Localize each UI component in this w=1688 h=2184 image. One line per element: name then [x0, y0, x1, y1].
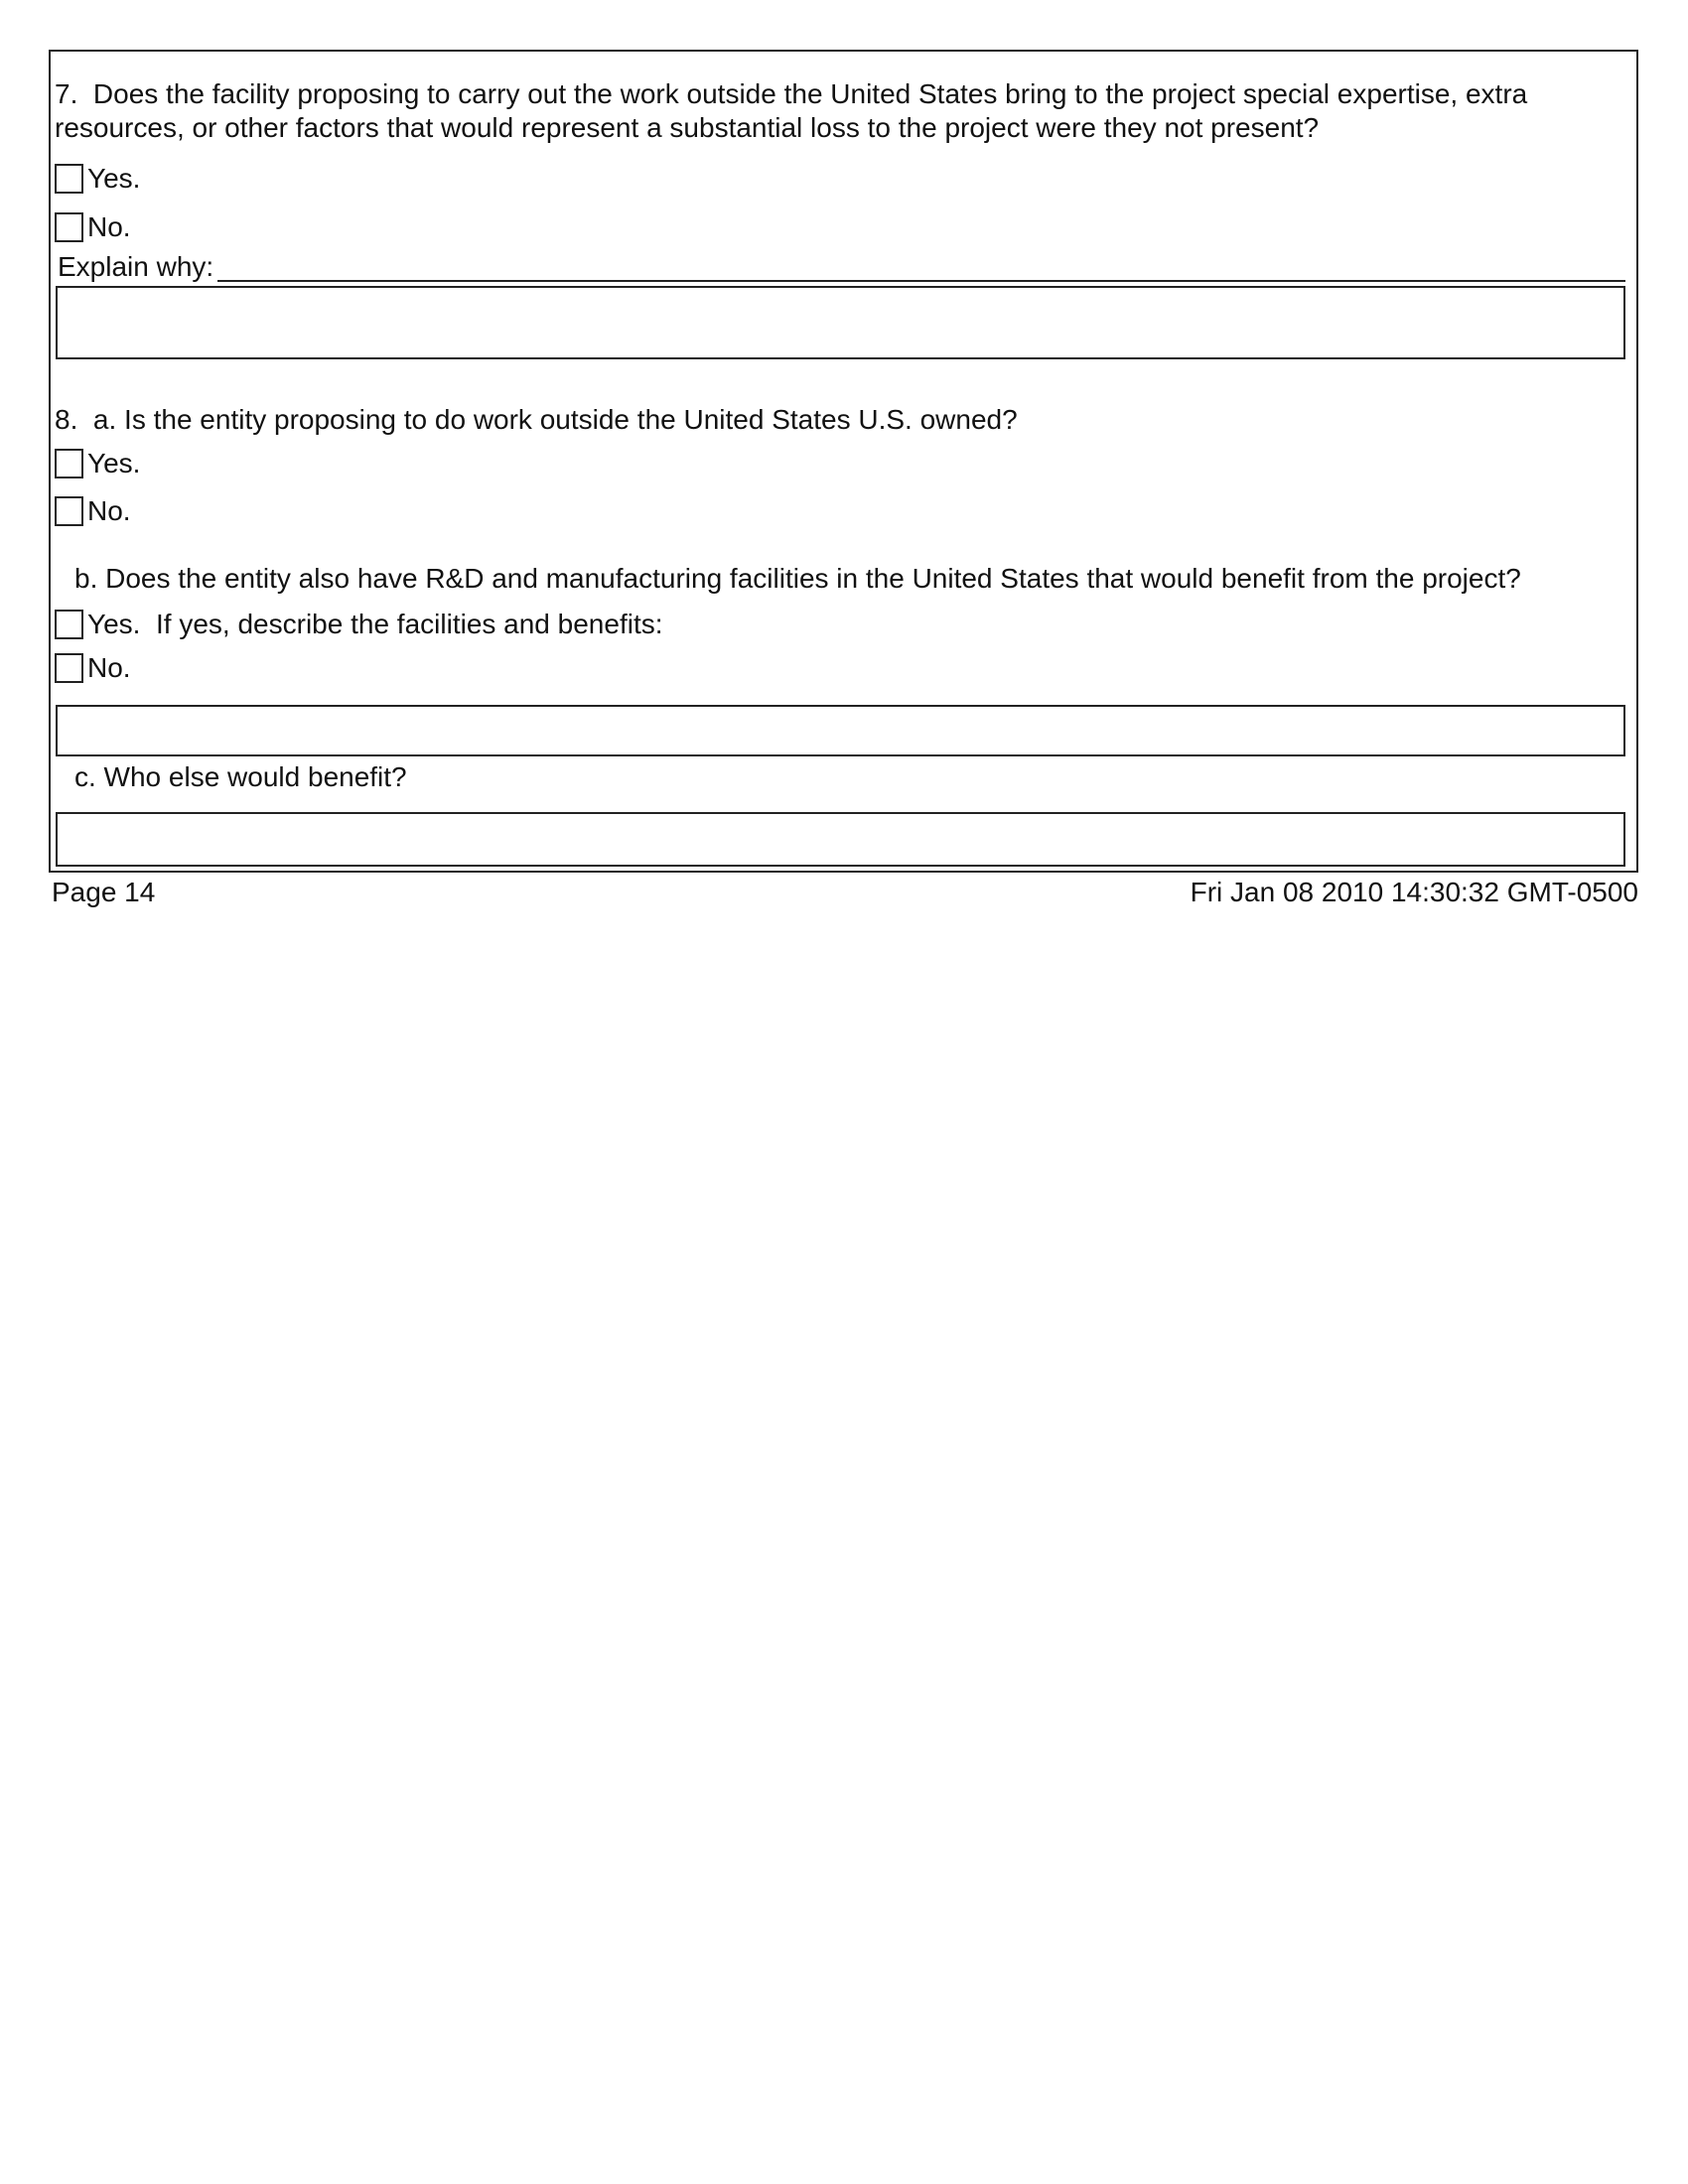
question-8c-text: c. Who else would benefit?	[74, 761, 407, 792]
question-7-line-2: resources, or other factors that would represent a substantial loss to the project were they not present?	[55, 112, 1320, 143]
q7-explain-row	[58, 252, 1625, 282]
q7-explain-rule	[217, 252, 1625, 282]
page-footer	[49, 878, 1638, 907]
q8a-yes-checkbox[interactable]	[55, 449, 83, 478]
q7-yes-label: Yes.	[87, 163, 141, 194]
page-number-label: Page 14	[52, 877, 156, 907]
q8a-yes-row	[55, 448, 140, 478]
q8b-no-label: No.	[87, 652, 131, 683]
q7-no-row	[55, 211, 131, 242]
question-8b-text: b. Does the entity also have R&D and manufacturing facilities in the United States that would benefit from the project?	[74, 563, 1521, 594]
form-border-box	[49, 50, 1638, 873]
q8a-no-row	[55, 495, 131, 526]
question-7-line-1: 7. Does the facility proposing to carry out the work outside the United States bring to the project special expertise, extra	[55, 78, 1528, 109]
timestamp-label: Fri Jan 08 2010 14:30:32 GMT-0500	[1190, 877, 1638, 907]
q8b-yes-checkbox[interactable]	[55, 610, 83, 639]
q7-yes-row	[55, 163, 140, 194]
q7-no-label: No.	[87, 211, 131, 242]
q8b-yes-row	[55, 609, 663, 639]
question-8a-text: 8. a. Is the entity proposing to do work outside the United States U.S. owned?	[55, 404, 1018, 435]
q7-explain-label: Explain why:	[58, 251, 214, 282]
q7-explain-textarea[interactable]	[56, 286, 1625, 359]
q8b-no-row	[55, 652, 131, 683]
q8b-describe-textarea[interactable]	[56, 705, 1625, 756]
q7-yes-checkbox[interactable]	[55, 164, 83, 194]
q7-no-checkbox[interactable]	[55, 212, 83, 242]
question-7-text	[55, 77, 1527, 145]
q8a-no-checkbox[interactable]	[55, 496, 83, 526]
q8c-benefit-textarea[interactable]	[56, 812, 1625, 867]
q8a-yes-label: Yes.	[87, 448, 141, 478]
q8a-no-label: No.	[87, 495, 131, 526]
q8b-no-checkbox[interactable]	[55, 653, 83, 683]
q8b-yes-label: Yes. If yes, describe the facilities and benefits:	[87, 609, 663, 639]
